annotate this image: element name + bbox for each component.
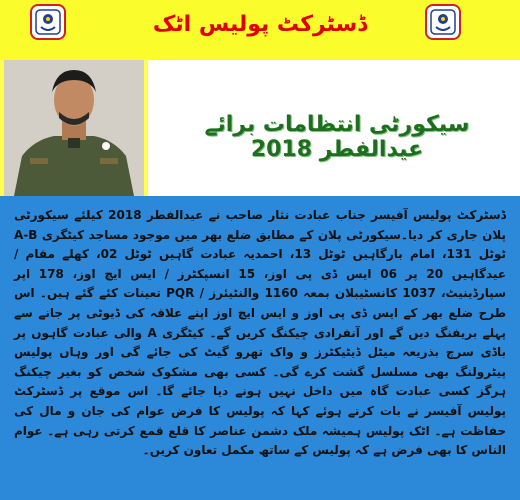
banner	[148, 60, 520, 196]
police-emblem-icon	[425, 4, 461, 40]
header-bar	[0, 0, 520, 60]
article-body	[0, 196, 520, 500]
banner-title: سیکورٹی انتظامات برائے عیدالفطر 2018	[204, 112, 470, 162]
header-title: ڈسٹرکٹ پولیس اٹک	[152, 12, 368, 37]
police-emblem-icon	[30, 4, 66, 40]
officer-photo-frame	[0, 60, 148, 196]
article-paragraph: ڈسٹرکٹ پولیس آفیسر جناب عبادت نثار صاحب نے عیدالفطر 2018 کیلئے سیکورٹی پلان جاری کر دیا۔سیکورٹی پلان کے مطابق ضلع بھر میں موجود مساجد کیٹگری A-B ٹوٹل 131، امام بارگاہیں ٹوٹل 13، احمدیہ عبادت گاہیں ٹوٹل 02، کھلے مقام / عیدگاہیں 20 پر 06 ایس ڈی پی اوز، 15 انسپکٹرز / ایس ایچ اوز، 178 اپر سپارڈینیٹ، 1037 کانسٹیبلان بمعہ 1160 والنٹیئرز / PQR تعینات کئے گئے ہیں۔ اس طرح ضلع بھر کے ایس ڈی پی اوز و ایس ایچ اوز اپنے علاقہ کی ڈیوٹی پر جانے سے پہلے بریفنگ دیں گے اور آنفرادی چیکنگ کریں گے۔ کیٹگری A والی عبادت گاہوں پر باڈی سرچ بذریعہ میٹل ڈیٹیکٹرز و واک تھرو گیٹ کی جائے گی اور وہاں پولیس پیٹرولنگ بھی مسلسل گشت کرے گی۔ کسی بھی مشکوک شخص کو بغیر چیکنگ ہرگز کسی عبادت گاہ میں داخل نہیں ہونے دیا جائے گا۔ اس موقع پر ڈسٹرکٹ پولیس آفیسر نے بات کرتے ہوئے کہا کہ پولیس کا فرض عوام کی جان و مال کی حفاظت ہے۔ اٹک پولیس ہمیشہ ملک دشمن عناصر کا قلع قمع کرتی رہی ہے۔ عوام الناس کا بھی فرض ہے کہ پولیس کے ساتھ مکمل تعاون کریں۔	[14, 208, 507, 458]
officer-photo	[4, 60, 144, 196]
